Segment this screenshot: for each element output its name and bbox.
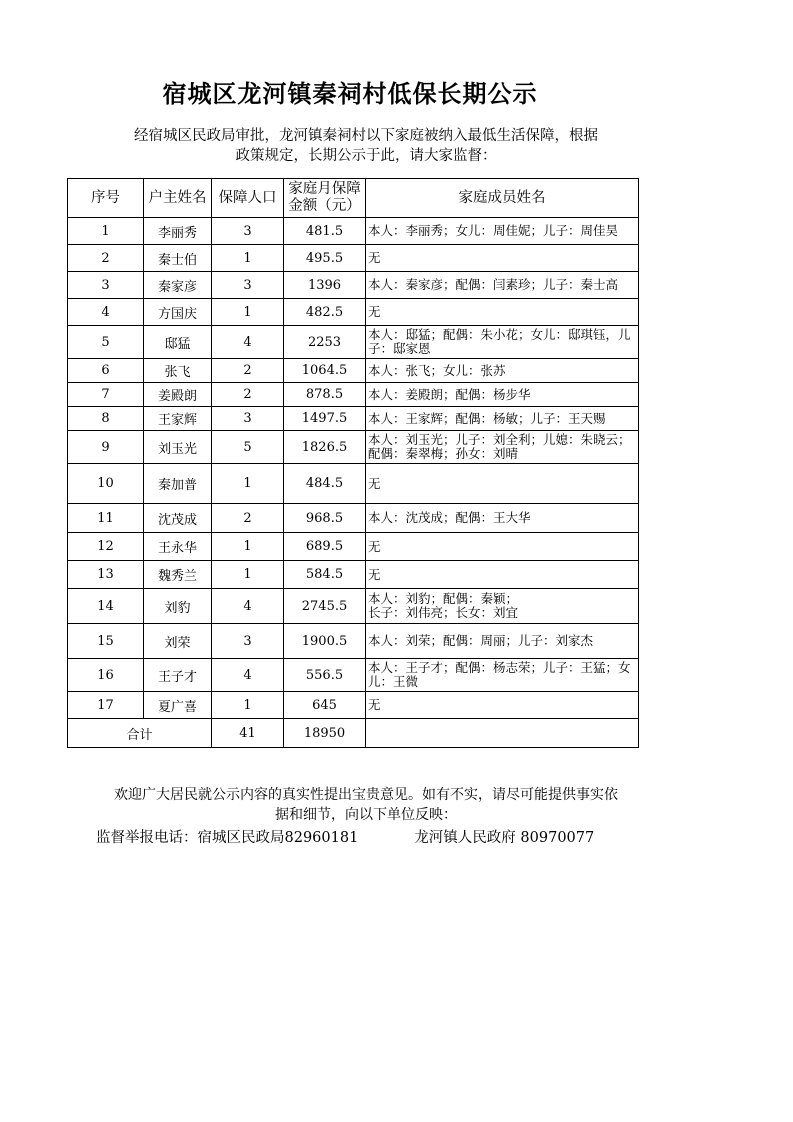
cell-no: 6 (68, 359, 144, 383)
cell-members: 本人：刘豹；配偶：秦颖； 长子：刘伟亮；长女：刘宜 (366, 589, 639, 624)
cell-people: 3 (212, 624, 284, 659)
header-amount-line-1: 家庭月保障 (288, 181, 361, 197)
cell-amount: 481.5 (284, 218, 366, 245)
cell-amount: 1396 (284, 272, 366, 299)
table-row (68, 659, 639, 692)
total-label: 合计 (68, 719, 212, 748)
cell-no: 3 (68, 272, 144, 299)
cell-no: 5 (68, 326, 144, 359)
cell-members: 无 (366, 533, 639, 561)
cell-head-name: 夏广喜 (144, 692, 212, 719)
contact-line (96, 826, 656, 847)
table-row (68, 299, 639, 326)
cell-no: 9 (68, 431, 144, 464)
cell-members: 无 (366, 245, 639, 272)
cell-people: 2 (212, 383, 284, 407)
cell-head-name: 王子才 (144, 659, 212, 692)
cell-head-name: 王永华 (144, 533, 212, 561)
cell-amount: 1497.5 (284, 407, 366, 431)
table-row (68, 533, 639, 561)
cell-people: 1 (212, 299, 284, 326)
total-people: 41 (212, 719, 284, 748)
cell-head-name: 张飞 (144, 359, 212, 383)
cell-people: 3 (212, 407, 284, 431)
header-head-name: 户主姓名 (144, 179, 212, 218)
table-row (68, 464, 639, 504)
cell-members: 本人：李丽秀；女儿：周佳妮；儿子：周佳昊 (366, 218, 639, 245)
header-no: 序号 (68, 179, 144, 218)
cell-no: 2 (68, 245, 144, 272)
cell-amount: 484.5 (284, 464, 366, 504)
cell-members: 本人：邸猛；配偶：朱小花；女儿：邸琪钰，儿子：邸家恩 (366, 326, 639, 359)
header-amount-line-2: 金额（元） (288, 198, 361, 214)
cell-members: 本人：刘玉光；儿子：刘全利；儿媳：朱晓云；配偶：秦翠梅；孙女：刘晴 (366, 431, 639, 464)
cell-head-name: 沈茂成 (144, 504, 212, 533)
subsidy-table (67, 178, 639, 748)
table-row (68, 692, 639, 719)
header-people: 保障人口 (212, 179, 284, 218)
table-row (68, 383, 639, 407)
cell-members: 本人：王子才；配偶：杨志荣；儿子：王猛；女儿：王微 (366, 659, 639, 692)
total-row (68, 719, 639, 748)
cell-head-name: 刘荣 (144, 624, 212, 659)
table-row (68, 407, 639, 431)
cell-head-name: 刘玉光 (144, 431, 212, 464)
feedback-line-2: 据和细节，向以下单位反映： (275, 807, 457, 823)
cell-people: 4 (212, 589, 284, 624)
contact-label: 监督举报电话： (96, 830, 198, 846)
table-header-row (68, 179, 639, 218)
cell-no: 1 (68, 218, 144, 245)
cell-members: 本人：沈茂成；配偶：王大华 (366, 504, 639, 533)
cell-no: 13 (68, 561, 144, 589)
cell-members: 无 (366, 561, 639, 589)
cell-people: 1 (212, 561, 284, 589)
cell-people: 3 (212, 272, 284, 299)
contact-org-1: 宿城区民政局82960181 (197, 830, 359, 846)
cell-head-name: 姜殿朗 (144, 383, 212, 407)
intro-line-2: 政策规定，长期公示于此，请大家监督： (235, 148, 497, 164)
cell-people: 1 (212, 692, 284, 719)
table-row (68, 431, 639, 464)
cell-head-name: 刘豹 (144, 589, 212, 624)
cell-head-name: 王家辉 (144, 407, 212, 431)
cell-members: 无 (366, 692, 639, 719)
cell-amount: 482.5 (284, 299, 366, 326)
cell-people: 5 (212, 431, 284, 464)
table-row (68, 218, 639, 245)
cell-head-name: 秦士伯 (144, 245, 212, 272)
feedback-line-1: 欢迎广大居民就公示内容的真实性提出宝贵意见。如有不实，请尽可能提供事实依 (114, 787, 618, 803)
table-row (68, 504, 639, 533)
cell-amount: 556.5 (284, 659, 366, 692)
cell-head-name: 邸猛 (144, 326, 212, 359)
cell-head-name: 魏秀兰 (144, 561, 212, 589)
cell-amount: 1900.5 (284, 624, 366, 659)
cell-members: 本人：姜殿朗；配偶：杨步华 (366, 383, 639, 407)
header-members: 家庭成员姓名 (366, 179, 639, 218)
page-title: 宿城区龙河镇秦祠村低保长期公示 (162, 79, 538, 108)
cell-head-name: 李丽秀 (144, 218, 212, 245)
cell-no: 10 (68, 464, 144, 504)
cell-people: 2 (212, 504, 284, 533)
cell-people: 3 (212, 218, 284, 245)
cell-people: 4 (212, 659, 284, 692)
cell-members: 无 (366, 464, 639, 504)
cell-amount: 689.5 (284, 533, 366, 561)
cell-members: 本人：王家辉；配偶：杨敏；儿子：王天赐 (366, 407, 639, 431)
cell-amount: 2745.5 (284, 589, 366, 624)
cell-people: 2 (212, 359, 284, 383)
cell-no: 8 (68, 407, 144, 431)
cell-amount: 1826.5 (284, 431, 366, 464)
cell-amount: 584.5 (284, 561, 366, 589)
table-row (68, 589, 639, 624)
table-row (68, 624, 639, 659)
cell-head-name: 方国庆 (144, 299, 212, 326)
table-row (68, 359, 639, 383)
contact-org-2: 龙河镇人民政府 80970077 (414, 830, 595, 846)
cell-head-name: 秦家彦 (144, 272, 212, 299)
total-amount: 18950 (284, 719, 366, 748)
cell-members: 本人：秦家彦；配偶：闫素珍；儿子：秦士高 (366, 272, 639, 299)
cell-members: 本人：刘荣；配偶：周丽；儿子：刘家杰 (366, 624, 639, 659)
total-members (366, 719, 639, 748)
cell-no: 7 (68, 383, 144, 407)
cell-people: 1 (212, 464, 284, 504)
cell-no: 16 (68, 659, 144, 692)
intro-paragraph (96, 126, 636, 166)
table-row (68, 561, 639, 589)
cell-no: 15 (68, 624, 144, 659)
table-row (68, 326, 639, 359)
table-row (68, 245, 639, 272)
cell-people: 4 (212, 326, 284, 359)
cell-no: 14 (68, 589, 144, 624)
cell-no: 12 (68, 533, 144, 561)
cell-people: 1 (212, 245, 284, 272)
cell-no: 4 (68, 299, 144, 326)
cell-no: 17 (68, 692, 144, 719)
table-row (68, 272, 639, 299)
cell-amount: 1064.5 (284, 359, 366, 383)
header-amount (284, 179, 366, 218)
feedback-note (96, 785, 636, 825)
cell-people: 1 (212, 533, 284, 561)
cell-members: 无 (366, 299, 639, 326)
cell-members: 本人：张飞；女儿：张苏 (366, 359, 639, 383)
cell-amount: 2253 (284, 326, 366, 359)
cell-amount: 645 (284, 692, 366, 719)
cell-no: 11 (68, 504, 144, 533)
cell-head-name: 秦加普 (144, 464, 212, 504)
cell-amount: 495.5 (284, 245, 366, 272)
cell-amount: 968.5 (284, 504, 366, 533)
cell-amount: 878.5 (284, 383, 366, 407)
intro-line-1: 经宿城区民政局审批，龙河镇秦祠村以下家庭被纳入最低生活保障，根据 (134, 128, 598, 144)
